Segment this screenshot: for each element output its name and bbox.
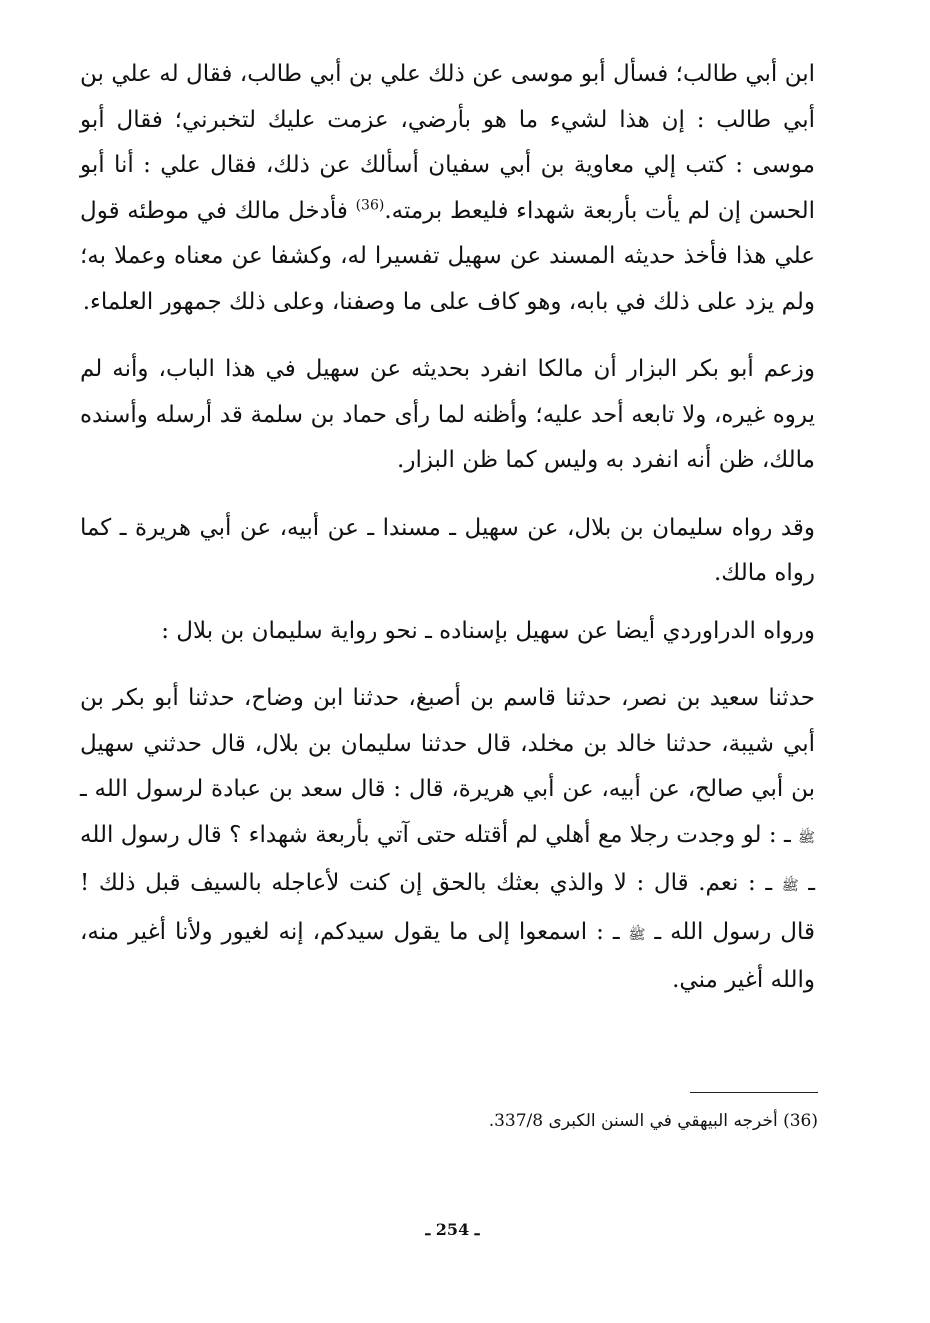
footnote [470, 1104, 818, 1138]
paragraph-5-text-d: ـ : اسمعوا إلى ما يقول سيدكم، إنه لغيور ولأنا أغير منه، والله أغير مني. [80, 918, 815, 993]
salutation-glyph: ﷺ [781, 878, 799, 894]
footnote-text: أخرجه البيهقي في السنن الكبرى 337/8. [488, 1111, 784, 1131]
page-body [80, 52, 815, 1004]
paragraph-4: ورواه الدراوردي أيضا عن سهيل بإسناده ـ نحو رواية سليمان بن بلال : [161, 617, 815, 644]
paragraph-1-text-a: ابن أبي طالب؛ فسأل أبو موسى عن ذلك علي بن أبي طالب، فقال له علي بن أبي طالب : إن هذا لشيء ما هو بأرضي، عزمت عليك لتخبرني؛ فقال أبو موسى : كتب إلي معاوية بن أبي سفيان أسألك عن ذلك، فقال علي : أنا أبو الحسن إن لم يأت بأربعة شهداء فليعط برمته. [80, 61, 816, 224]
page-number: ـ 254 ـ [425, 1220, 480, 1239]
paragraph-3: وقد رواه سليمان بن بلال، عن سهيل ـ مسندا ـ عن أبيه، عن أبي هريرة ـ كما رواه مالك. [80, 514, 815, 586]
salutation-glyph: ﷺ [628, 926, 646, 943]
paragraph-5-text-a: حدثنا سعيد بن نصر، حدثنا قاسم بن أصبغ، حدثنا ابن وضاح، حدثنا أبو بكر بن أبي شيبة، حدثنا خالد بن مخلد، قال حدثنا سليمان بن بلال، قال حدثني سهيل بن أبي صالح، عن أبيه، عن أبي هريرة، قال : قال سعد بن عبادة لرسول الله ـ [80, 685, 815, 802]
footnote-number: (36) [783, 1111, 818, 1131]
paragraph-1 [80, 52, 815, 325]
paragraph-2: وزعم أبو بكر البزار أن مالكا انفرد بحديثه عن سهيل في هذا الباب، وأنه لم يروه غيره، ولا تابعه أحد عليه؛ وأظنه لما رأى حماد بن سلمة قد أرسله وأسنده مالك، ظن أنه انفرد به وليس كما ظن البزار. [80, 356, 815, 473]
paragraph-5 [80, 676, 815, 1004]
paragraph-5-text-c: ـ : نعم. قال : لا والذي بعثك بالحق إن كنت لأعاجله بالسيف قبل ذلك ! قال رسول الله ـ [80, 870, 816, 945]
paragraph-5-text-b: ـ : لو وجدت رجلا مع أهلي لم أقتله حتى آتي بأربعة شهداء ؟ قال رسول الله ـ [80, 821, 815, 896]
footnote-separator [690, 1092, 818, 1093]
footnote-reference[interactable]: (36) [355, 196, 385, 213]
salutation-glyph: ﷺ [798, 829, 815, 846]
paragraph-1-text-b: فأدخل مالك في موطئه قول علي هذا فأخذ حديثه المسند عن سهيل تفسيرا له، وكشفا عن معناه وعملا به؛ ولم يزد على ذلك في بابه، وهو كاف على ما وصفنا، وعلى ذلك جمهور العلماء. [80, 197, 815, 315]
